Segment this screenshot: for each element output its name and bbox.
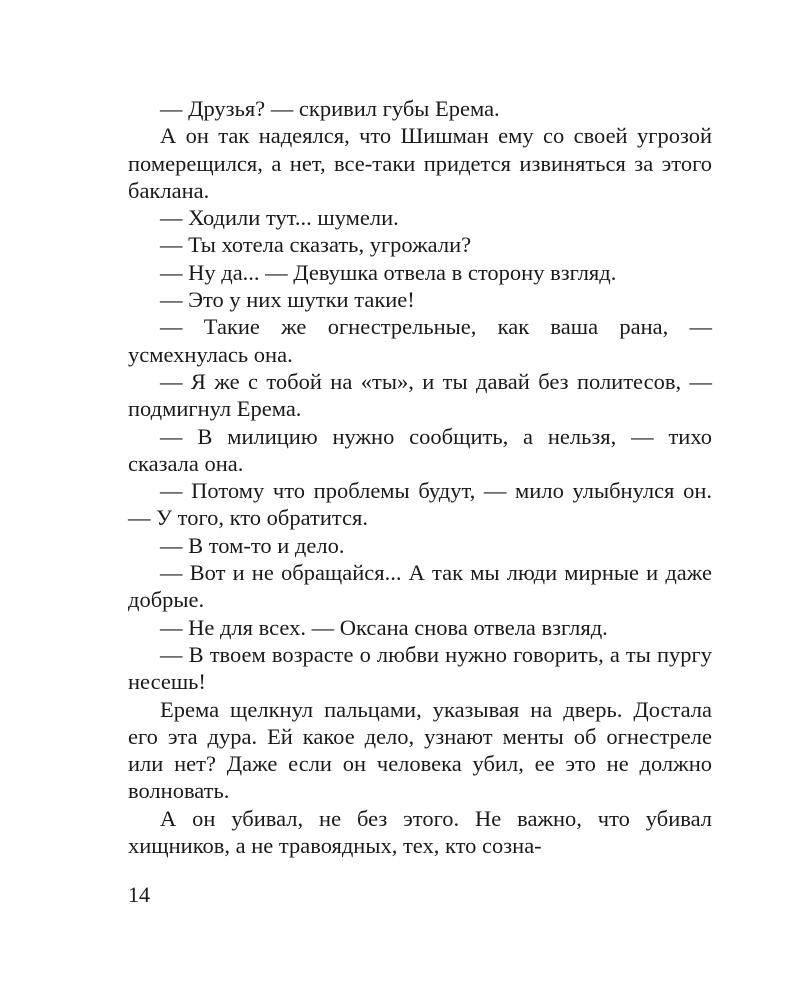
page-number: 14 bbox=[128, 882, 150, 907]
paragraph: — Вот и не обращайся... А так мы люди мирные и даже добрые. bbox=[128, 560, 712, 613]
paragraph: — Такие же огнестрельные, как ваша рана, — усмехнулась она. bbox=[128, 314, 712, 367]
paragraph: — В твоем возрасте о любви нужно говорить, а ты пургу несешь! bbox=[128, 641, 712, 695]
paragraph: — Ну да... — Девушка отвела в сторону взгляд. bbox=[160, 259, 617, 285]
paragraph: А он так надеялся, что Шишман ему со своей угрозой померещился, а нет, все-таки придется извиняться за этого баклана. bbox=[128, 123, 712, 203]
paragraph: — Ты хотела сказать, угрожали? bbox=[160, 232, 472, 258]
paragraph: — Потому что проблемы будут, — мило улыбнулся он. — У того, кто обратится. bbox=[128, 478, 712, 531]
paragraph: Ерема щелкнул пальцами, указывая на дверь. Достала его эта дура. Ей какое дело, узнают менты об огнестреле или нет? Даже если он человека убил, ее это не должно волновать. bbox=[128, 696, 712, 804]
paragraph: — Друзья? — скривил губы Ерема. bbox=[160, 96, 500, 121]
paragraph: — В том-то и дело. bbox=[160, 532, 345, 558]
paragraph: — Ходили тут... шумели. bbox=[160, 205, 399, 231]
paragraph: — Это у них шутки такие! bbox=[160, 287, 415, 313]
paragraph: А он убивал, не без этого. Не важно, что убивал хищников, а не травоядных, тех, кто созна- bbox=[128, 805, 712, 859]
body-text bbox=[128, 95, 712, 859]
paragraph: — Не для всех. — Оксана снова отвела взгляд. bbox=[160, 614, 608, 640]
paragraph: — Я же с тобой на «ты», и ты давай без политесов, — подмигнул Ерема. bbox=[128, 368, 712, 422]
paragraph: — В милицию нужно сообщить, а нельзя, — тихо сказала она. bbox=[128, 423, 712, 476]
